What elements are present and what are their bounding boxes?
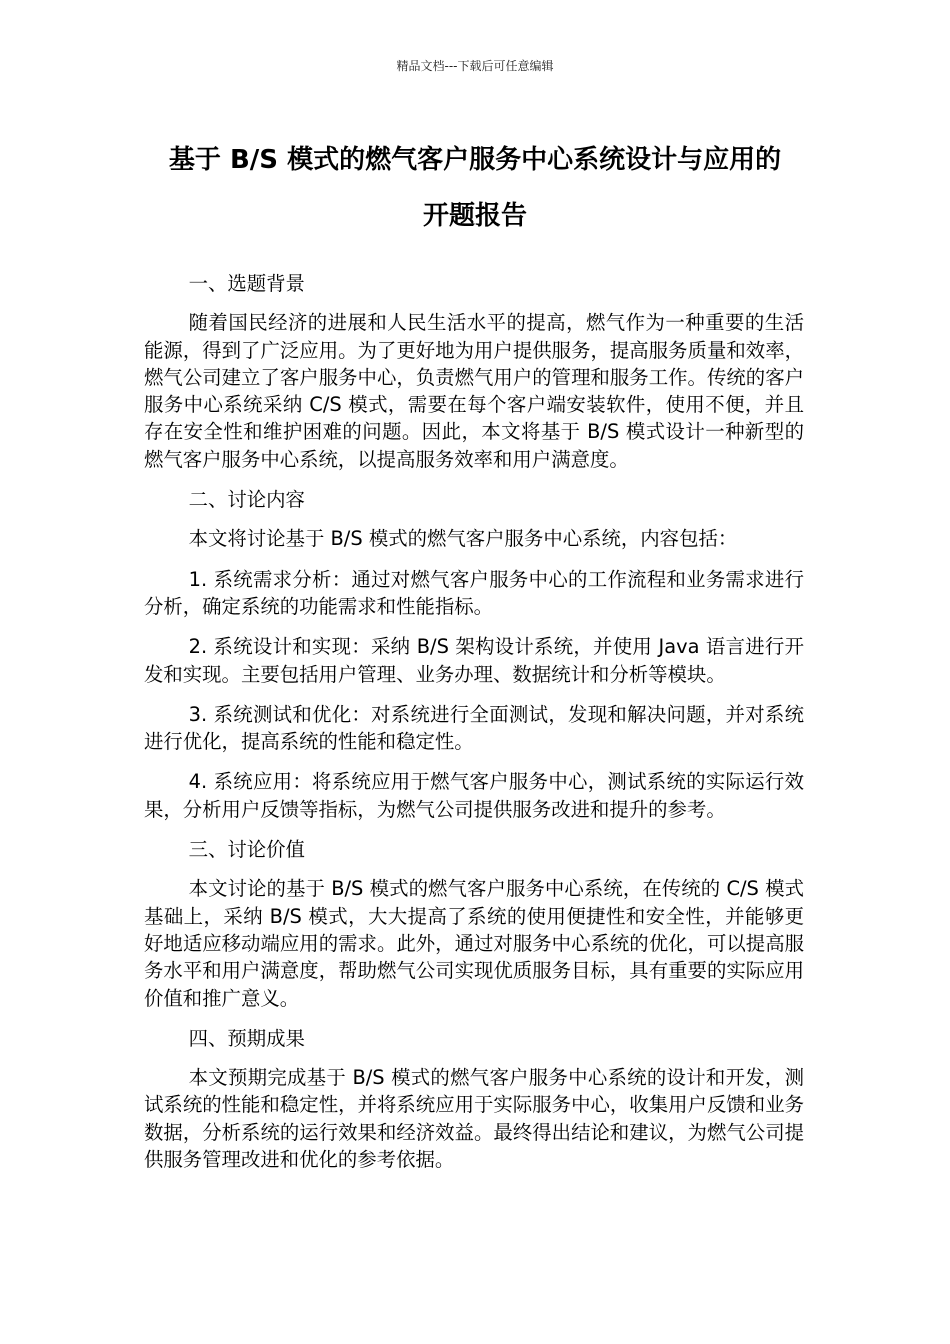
- content-item-4: 4. 系统应用：将系统应用于燃气客户服务中心，测试系统的实际运行效果，分析用户反馈等指标，为燃气公司提供服务改进和提升的参考。: [144, 770, 804, 821]
- title-line-2: 开题报告: [422, 201, 527, 231]
- section-heading-expected: 四、预期成果: [188, 1026, 305, 1050]
- section-heading-content: 二、讨论内容: [188, 488, 305, 512]
- document-title: [110, 132, 840, 244]
- header-note: 精品文档---下载后可任意编辑: [396, 59, 554, 73]
- value-paragraph: 本文讨论的基于 B/S 模式的燃气客户服务中心系统，在传统的 C/S 模式基础上，采纳 B/S 模式，大大提高了系统的使用便捷性和安全性，并能够更好地适应移动端应用的需求。此外，通过对服务中心系统的优化，可以提高服务水平和用户满意度，帮助燃气公司实现优质服务目标，具有重要的实际应用价值和推广意义。: [144, 877, 804, 1010]
- document-body: [144, 270, 804, 1186]
- expected-paragraph: 本文预期完成基于 B/S 模式的燃气客户服务中心系统的设计和开发，测试系统的性能和稳定性，并将系统应用于实际服务中心，收集用户反馈和业务数据，分析系统的运行效果和经济效益。最终得出结论和建议，为燃气公司提供服务管理改进和优化的参考依据。: [144, 1066, 804, 1172]
- content-item-1: 1. 系统需求分析：通过对燃气客户服务中心的工作流程和业务需求进行分析，确定系统的功能需求和性能指标。: [144, 567, 804, 618]
- background-paragraph: 随着国民经济的进展和人民生活水平的提高，燃气作为一种重要的生活能源，得到了广泛应用。为了更好地为用户提供服务，提高服务质量和效率，燃气公司建立了客户服务中心，负责燃气用户的管理和服务工作。传统的客户服务中心系统采纳 C/S 模式，需要在每个客户端安装软件，使用不便，并且存在安全性和维护困难的问题。因此，本文将基于 B/S 模式设计一种新型的燃气客户服务中心系统，以提高服务效率和用户满意度。: [144, 311, 804, 471]
- title-line-1: 基于 B/S 模式的燃气客户服务中心系统设计与应用的: [168, 145, 782, 175]
- section-heading-background: 一、选题背景: [188, 272, 305, 295]
- content-item-3: 3. 系统测试和优化：对系统进行全面测试，发现和解决问题，并对系统进行优化，提高系统的性能和稳定性。: [144, 702, 804, 754]
- section-heading-value: 三、讨论价值: [188, 838, 305, 862]
- content-item-2: 2. 系统设计和实现：采纳 B/S 架构设计系统，并使用 Java 语言进行开发和实现。主要包括用户管理、业务办理、数据统计和分析等模块。: [144, 635, 804, 686]
- content-intro: 本文将讨论基于 B/S 模式的燃气客户服务中心系统，内容包括：: [188, 527, 738, 551]
